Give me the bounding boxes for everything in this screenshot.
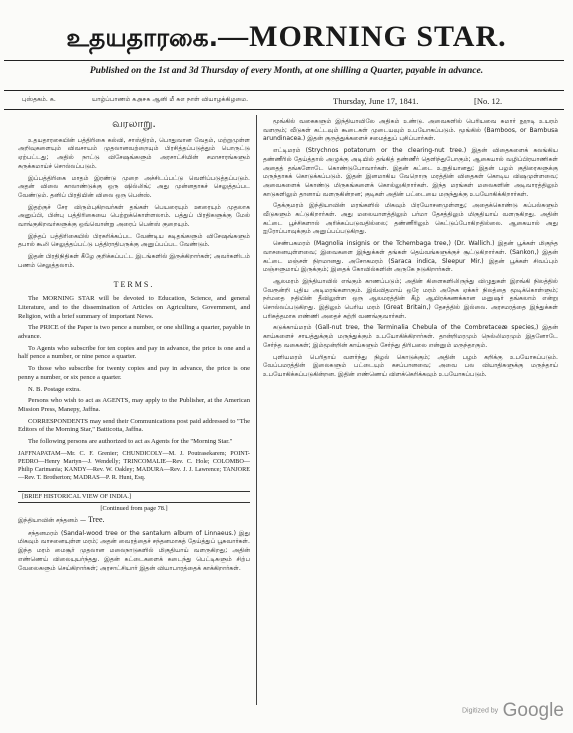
masthead-tamil: உதயதாரகை. (66, 23, 219, 52)
google-logo: Google (502, 700, 564, 721)
continued-note: [Continued from page 78.] (100, 505, 168, 513)
issue-number: [No. 12. (474, 96, 503, 106)
column-divider (256, 115, 257, 705)
terms-paragraph: To those who subscribe for twenty copies and pay in advance, the price is one penny a number, or six pence a quarter. (18, 365, 250, 381)
terms-paragraph: The PRICE of the Paper is two pence a number, or one shilling a quarter, payable in advance. (18, 324, 250, 341)
terms-paragraph: The following persons are authorized to act as Agents for the "Morning Star." (28, 438, 233, 446)
tree-heading-english: Tree. (88, 515, 105, 525)
agents-list: JAFFNAPATAM—Mr. C. F. Grenier; CHUNDICOLY—M. J. Poutrasekarem; POINT-PEDRO—Henry Martyn—J. Wendelly; TRINCOMALIE—Rev. C. Hole; COLOMBO—Philip Carimania; KANDY—Rev. W. Oakley; MADURA—Rev. J. J. Lawrence; TANJORE—Rev. T. Brotherton; MADRAS—P. R. Hunt, Esq. (18, 449, 250, 482)
article-heading: [BRIEF HISTORICAL VIEW OF INDIA.] (18, 491, 250, 504)
masthead (0, 20, 573, 55)
tamil-paragraph: இந்தப் பத்திரிகையில் பிரசுரிக்கப்பட வேண்டிய கடிதங்களும் விசேஷங்களும் தபால் கூலி செலுத்தப்பட்டு பத்திராதிபருக்கு அனுப்பப்பட வேண்டும். (18, 232, 250, 249)
terms-heading: TERMS. (113, 279, 155, 289)
terms-paragraph: The MORNING STAR will be devoted to Education, Science, and general Literature, and to the dissemination of Articles on Agriculture, Government, and Religion, with a brief summary of important News. (18, 295, 250, 320)
tree-heading-tamil: இந்தியாவின் சந்தனம் — (18, 517, 87, 525)
tamil-paragraph: இதற்குச் சேர விரும்புகிறவர்கள் தங்கள் பெயரையும் ஊரையும் முதலாக அனுப்பி, பின்பு பத்திரிகையை பெற்றுக்கொள்ளலாம். பத்துப் பிரதிகளுக்கு மேல் வாங்குகிறவர்களுக்கு ஒவ்வொன்று அரைப் பென்ஸ் குறையும். (18, 203, 250, 229)
tamil-paragraph: இதன் பிரதிநிதிகள் கீழே குறிக்கப்பட்ட இடங்களில் இருக்கிறார்கள்; அவர்களிடம் பணம் செலுத்தலாம். (18, 253, 250, 269)
article-paragraph: எட்டிமரம் (Strychnos potatorum or the clearing-nut tree.) இதன் விதைகளைக் கலங்கிய தண்ணீரில் தேய்த்தால் அழுக்கு அடியில் தங்கித் தண்ணீர் தெளிந்துபோகும்; ஆகையால் வழிப்பிரயாணிகள் அதைத் தங்களோடே கொண்டுபோவார்கள். இதன் கட்டை உறுதியானது; இதன் பழம் குதிரைகளுக்கு மருந்தாகக் கொடுக்கப்படும். இதன் இனமாகிய வேறொரு மரத்தின் விதைகள் கொடிய விஷமுள்ளவை; அவைகளைக் கொண்டு மிருகங்களைக் கொல்லுகிறார்கள். இந்த மரங்கள் மலைகளின் அடிவாரத்திலும் காடுகளிலும் தானாய் வளருகின்றன; குடிகள் அதின் பட்டையை மருந்துக்கு உபயோகிக்கிறார்கள். (263, 147, 558, 198)
mid-rule (4, 90, 564, 91)
dateline-rule (4, 109, 564, 110)
top-rule (4, 60, 564, 61)
tamil-paragraph: உதயதாரகையின் பத்திரிகை கல்வி, சாஸ்திரம், பொதுவான வேதம், மற்றுமுள்ள அறிவுகளையும் விவசாயம் முதலானவற்றையும் பிரசித்தப்படுத்தும் பொருட்டு ஏற்பட்டது; அதில் நாட்டு விசேஷங்களும் அரசாட்சியின் சமாசாரங்களும் சுருக்கமாய்ச் சொல்லப்படும். (18, 136, 250, 170)
article-paragraph: ஆலமரம் இந்தியாவில் எங்கும் காணப்படும்; அதின் கிளைகளிலிருந்து விழுதுகள் இறங்கி நிலத்தில் வேரூன்றி புதிய அடிமரங்களாகும். இவ்விதமாய் ஒரே மரம் அநேக ஏக்கர் நிலத்தை மூடிக்கொள்ளும்; நர்மதை நதியின் தீவிலுள்ள ஒரு ஆலமரத்தின் கீழ் ஆயிரக்கணக்கான மனுஷர் தங்கலாம் என்று சொல்லப்படுகிறது. இதிலும் பெரிய மரம் (Great Britain,) தேசத்தில் இல்லை. அரசமரத்தை இந்துக்கள் பரிசுத்தமாக எண்ணி அதைச் சுற்றி வணங்குவார்கள். (263, 277, 558, 320)
volume-label: புஸ்தகம். ௧. (22, 96, 56, 103)
section-heading-tamil: வரலாறு. (112, 118, 156, 130)
terms-paragraph: N. B. Postage extra. (28, 385, 81, 393)
right-column (263, 118, 558, 698)
article-paragraph: புளியமரம் பெரிதாய் வளர்ந்து நிழல் கொடுக்கும்; அதின் பழம் கறிக்கு உபயோகப்படும். வேப்பமரத்தின் இலைகளும் பட்டையும் கசப்பானவை; அவை பல வியாதிகளுக்கு மருந்தாய் உபயோகிக்கப்படுகின்றன. இதின் எண்ணெய் விளக்கெரிக்கவும் உபயோகப்படும். (263, 353, 558, 378)
tamil-date: யாழ்ப்பாணம் ௧௮௪௧ ஆனி மீ ௧௭ நாள் வியாழக்கிழமை. (92, 96, 249, 103)
article-paragraph: செண்பகமரம் (Magnolia insignis or the Tchembaga tree,) (Dr. Wallich.) இதன் பூக்கள் மிகுந்த வாசனையுள்ளவை; இவைகளை இந்துக்கள் தங்கள் தெய்வங்களுக்குச் சூட்டுகிறார்கள். (Sankon,) இதன் கட்டை மஞ்சள் நிறமானது. அசோகமரம் (Saraca indica, Sleepur Mir.) இதன் பூக்கள் சிவப்பும் மஞ்சளுமாய் இருக்கும்; இதைக் கோவில்களின் அருகே நடுகிறார்கள். (263, 240, 558, 274)
article-paragraph: மூங்கில் வகைகளும் இந்தியாவிலே அதிகம் உண்டு. அவைகளில் பெரியவை சுமார் நூறடி உயரம் வளரும்; வீடுகள் கட்டவும் கூடைகள் முடையவும் உபயோகப்படும். மூங்கில் (Bamboos, or Bambusa arundinacea.) இதன் குருத்துக்களைச் சமைத்துப் புசிப்பார்கள். (263, 118, 558, 143)
google-watermark (462, 700, 564, 722)
masthead-english: —MORNING STAR. (218, 20, 507, 53)
terms-paragraph: To Agents who subscribe for ten copies and pay in advance, the price is one and a half pence a number, or nine pence a quarter. (18, 344, 250, 361)
english-date: Thursday, June 17, 1841. (333, 96, 419, 106)
article-paragraph: தேக்குமரம் இந்தியாவின் மரங்களில் மிகவும் பிரயோசனமுள்ளது; அதைக்கொண்டு கப்பல்களும் வீடுகளும் கட்டுகிறார்கள். அது மலையாளத்திலும் பர்மா தேசத்திலும் மிகுதியாய் வளருகிறது. அதின் கட்டை பூச்சிகளால் அரிக்கப்படுவதில்லை; தண்ணீரிலும் கெட்டுப்போகிறதில்லை. ஆகையால் அது ஐரோப்பாவுக்கும் அனுப்பப்படுகிறது. (263, 202, 558, 236)
left-column (18, 118, 250, 700)
digitized-label: Digitized by (462, 707, 499, 715)
article-paragraph: கடுக்காய்மரம் (Gall-nut tree, the Terminalia Chebula of the Combretaceæ species,) இதன் காய்களைச் சாயத்துக்கும் மருந்துக்கும் உபயோகிக்கிறார்கள். தான்றிமரமும் நெல்லிமரமும் இதனோடே சேர்ந்த வகைகள்; இம்மூன்றின் காய்களும் சேர்ந்து திரிபலை என்னும் மருந்தாகும். (263, 324, 558, 349)
tamil-paragraph: இப்பத்திரிகை மாதம் இரண்டு முறை அச்சிடப்பட்டு வெளிப்படுத்தப்படும். அதன் விலை காலாண்டுக்கு ஒரு ஷில்லிங்; அது முன்னதாகச் செலுத்தப்பட வேண்டும். தனிப் பிரதியின் விலை ஒரு பென்ஸ். (18, 174, 250, 199)
subtitle: Published on the 1st and 3d Thursday of every Month, at one shilling a Quarter, payable in advance. (89, 66, 484, 76)
sandalwood-paragraph: சந்தனமரம் (Sandal-wood tree or the santalum album of Linnaeus.) இது மிகவும் வாசனையுள்ள மரம்; அதன் வைரத்தைச் சந்தனமாகத் தேய்த்துப் பூசுவார்கள். இந்த மரம் மைசூர் முதலான மலைநாடுகளில் மிகுதியாய் வளருகிறது; அதின் எண்ணெய் விலையுயர்ந்தது. இதன் கட்டைகளைக் கடைந்து பெட்டிகளும் சிற்ப வேலைகளும் செய்கிறார்கள்; அரசாட்சியார் இதன் வியாபாரத்தைக் காக்கிறார்கள். (18, 529, 250, 572)
terms-paragraph: Persons who wish to act as AGENTS, may apply to the Publisher, at the American Mission Press, Manepy, Jaffna. (18, 397, 250, 413)
terms-paragraph: CORRESPONDENTS may send their Communications post paid addressed to "The Editors of the Morning Star," Batticotta, Jaffna. (18, 417, 250, 434)
tree-heading (18, 516, 250, 526)
